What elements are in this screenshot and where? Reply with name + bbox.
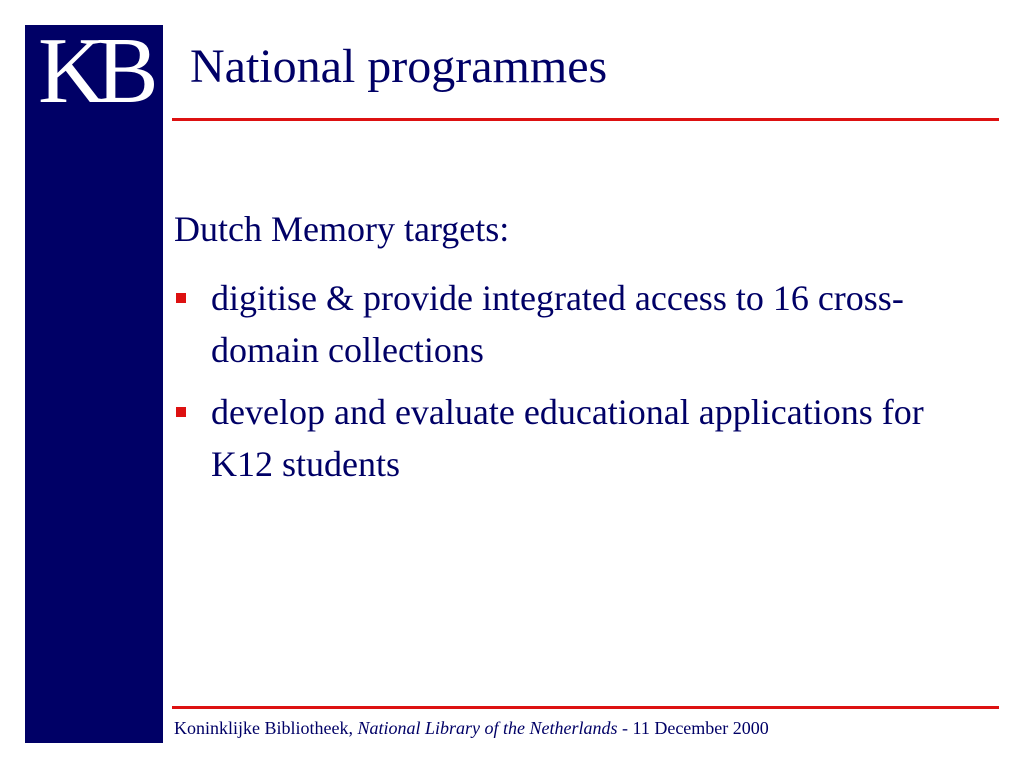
bullet-list (174, 272, 974, 500)
footer-date: - 11 December 2000 (622, 718, 769, 738)
footer-org-translation: National Library of the Netherlands (357, 718, 618, 738)
slide-title: National programmes (190, 40, 608, 93)
square-bullet-icon (176, 293, 186, 303)
bullet-text: digitise & provide integrated access to 16 cross-domain collections (211, 278, 904, 370)
bullet-item (174, 272, 974, 376)
slide-footer (174, 716, 769, 740)
footer-org: Koninklijke Bibliotheek, (174, 718, 353, 738)
bullet-text: develop and evaluate educational applications for K12 students (211, 392, 924, 484)
square-bullet-icon (176, 407, 186, 417)
intro-text: Dutch Memory targets: (174, 209, 510, 249)
bullet-item (174, 386, 974, 490)
kb-logo: KB (38, 19, 149, 123)
title-divider (172, 118, 999, 121)
footer-divider (172, 706, 999, 709)
left-sidebar-band (25, 19, 163, 743)
